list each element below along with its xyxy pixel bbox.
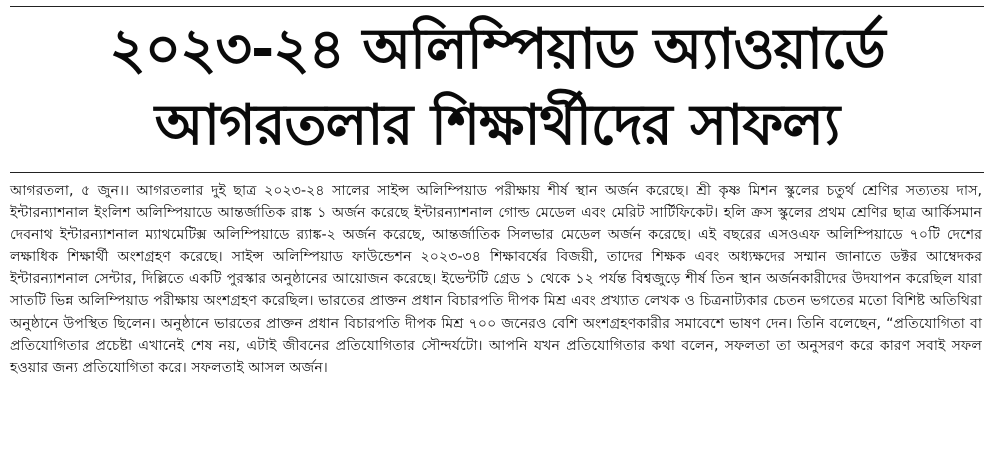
headline-divider xyxy=(10,172,984,173)
headline xyxy=(10,12,984,164)
headline-line-1: ২০২৩-২৪ অলিম্পিয়াড অ্যাওয়ার্ডে xyxy=(109,17,885,82)
article-body: আগরতলা, ৫ জুন।। আগরতলার দুই ছাত্র ২০২৩-২৪ সালের সাইন্স অলিম্পিয়াড পরীক্ষায় শীর্ষ স্থান অর্জন করেছে। শ্রী কৃষ্ণ মিশন স্কুলের চতুর্থ শ্রেণির সত্যতয় দাস, ইন্টারন্যাশনাল ইংলিশ অলিম্পিয়াডে আন্তর্জাতিক রাঙ্ক ১ অর্জন করেছে ইন্টারন্যাশনাল গোল্ড মেডেল এবং মেরিট সার্টিফিকেট। হলি ক্রস স্কুলের প্রথম শ্রেণির ছাত্র আর্কিসমান দেবনাথ ইন্টারন্যাশনাল ম্যাথমেটিক্স অলিম্পিয়াডে র‍্যাঙ্ক-২ অর্জন করেছে, আন্তর্জাতিক সিলভার মেডেল অর্জন করেছে। এই বছরের এসওএফ অলিম্পিয়াডে ৭০টি দেশের লক্ষাধিক শিক্ষার্থী অংশগ্রহণ করেছে। সাইন্স অলিম্পিয়াড ফাউন্ডেশন ২০২৩-৩৪ শিক্ষাবর্ষের বিজয়ী, তাদের শিক্ষক এবং অধ্যক্ষদের সম্মান জানাতে ডক্টর আম্বেদকর ইন্টারন্যাশনাল সেন্টার, দিল্লিতে একটি পুরস্কার অনুষ্ঠানের আয়োজন করেছে। ইভেন্টটি গ্রেড ১ থেকে ১২ পর্যন্ত বিশ্বজুড়ে শীর্ষ তিন স্থান অর্জনকারীদের উদযাপন করেছিল যারা সাতটি ভিন্ন অলিম্পিয়াড পরীক্ষায় অংশগ্রহণ করেছিল। ভারতের প্রাক্তন প্রধান বিচারপতি দীপক মিশ্র এবং প্রখ্যাত লেখক ও চিত্রনাট্যকার চেতন ভগতের মতো বিশিষ্ট অতিথিরা অনুষ্ঠানে উপস্থিত ছিলেন। অনুষ্ঠানে ভারতের প্রাক্তন প্রধান বিচারপতি দীপক মিশ্র ৭০০ জনেরও বেশি অংশগ্রহণকারীর সমাবেশে ভাষণ দেন। তিনি বলেছেন, “প্রতিযোগিতা বা প্রতিযোগিতার প্রচেষ্টা এখানেই শেষ নয়, এটাই জীবনের প্রতিযোগিতার সৌন্দর্যটো। আপনি যখন প্রতিযোগিতার কথা বলেন, সফলতা তা অনুসরণ করে কারণ সবাই সফল হওয়ার জন্য প্রতিযোগিতা করে। সফলতাই আসল অর্জন। xyxy=(10,183,982,376)
top-rule xyxy=(10,6,984,7)
headline-line-2: আগরতলার শিক্ষার্থীদের সাফল্য xyxy=(154,93,840,158)
